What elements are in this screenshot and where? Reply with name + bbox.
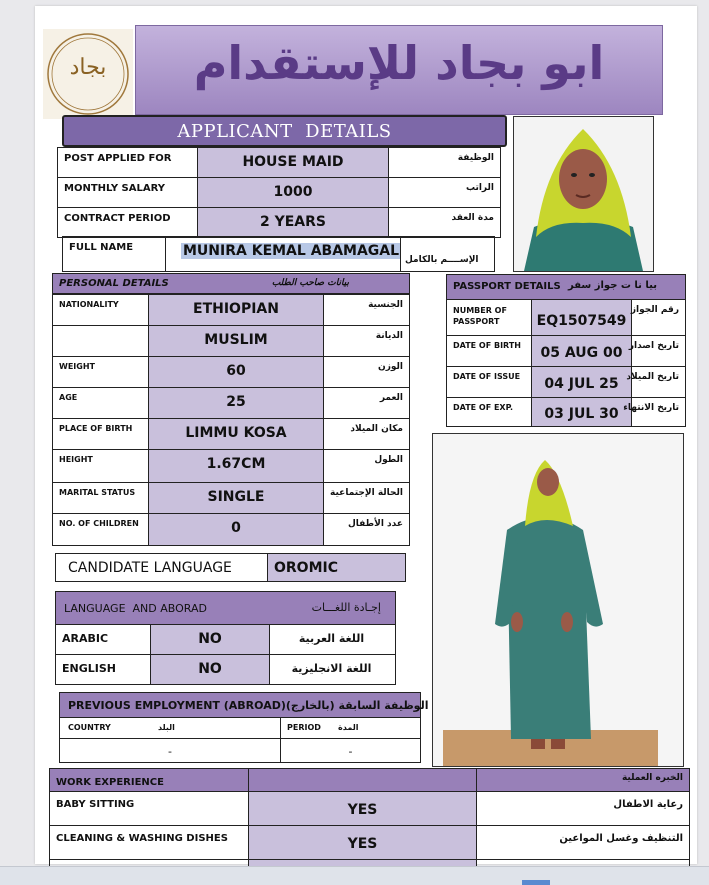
- personal-ar-birthplace: مكان الميلاد: [323, 418, 410, 450]
- previous-country-ar: البلد: [158, 723, 175, 732]
- passport-header-label: PASSPORT DETAILS: [453, 281, 561, 292]
- full-name-label: FULL NAME: [62, 236, 166, 272]
- language-label-arabic: ARABIC: [55, 624, 151, 655]
- job-label-post: POST APPLIED FOR: [57, 147, 198, 178]
- personal-header: [52, 273, 410, 294]
- previous-header: PREVIOUS EMPLOYMENT (ABROAD)(الوظيفة السابقة (بالخارج: [59, 692, 421, 718]
- personal-header-label: PERSONAL DETAILS: [59, 278, 169, 289]
- job-value-post: HOUSE MAID: [197, 147, 389, 178]
- passport-ar-dob: تاريخ اصدار: [631, 335, 686, 367]
- personal-value-weight: 60: [148, 356, 324, 388]
- personal-value-birthplace: LIMMU KOSA: [148, 418, 324, 450]
- personal-ar-age: العمر: [323, 387, 410, 419]
- full-name-ar: الإســــم بالكامل: [400, 236, 495, 272]
- candidate-language-label: CANDIDATE LANGUAGE: [55, 553, 268, 582]
- personal-ar-weight: الوزن: [323, 356, 410, 388]
- bottom-taskbar: [0, 866, 709, 885]
- passport-value-issue: 04 JUL 25: [531, 366, 632, 398]
- job-value-contract: 2 YEARS: [197, 207, 389, 238]
- language-ar-english: اللغة الانجليزية: [269, 654, 396, 685]
- personal-label-weight: WEIGHT: [52, 356, 149, 388]
- language-header-ar: إجـادة اللغـــات: [311, 601, 381, 614]
- language-value-arabic: NO: [150, 624, 270, 655]
- previous-period-value: -: [280, 738, 421, 763]
- work-ar-cleaning: التنظيف وغسل المواعين: [476, 825, 690, 860]
- personal-label-religion: [52, 325, 149, 357]
- previous-period-ar: المدة: [338, 723, 359, 732]
- personal-ar-religion: الديانة: [323, 325, 410, 357]
- work-label-cleaning: CLEANING & WASHING DISHES: [49, 825, 249, 860]
- language-header: [55, 591, 396, 625]
- passport-value-expiry: 03 JUL 30: [531, 397, 632, 427]
- personal-value-marital: SINGLE: [148, 482, 324, 514]
- passport-header: [446, 274, 686, 300]
- work-label-babysitting: BABY SITTING: [49, 791, 249, 826]
- personal-value-children: 0: [148, 513, 324, 546]
- passport-label-dob: DATE OF BIRTH: [446, 335, 532, 367]
- personal-ar-height: الطول: [323, 449, 410, 483]
- personal-ar-nationality: الجنسية: [323, 294, 410, 326]
- job-value-salary: 1000: [197, 177, 389, 208]
- job-ar-post: الوظيفة: [388, 147, 501, 178]
- job-ar-contract: مدة العقد: [388, 207, 501, 238]
- candidate-language-value: OROMIC: [267, 553, 406, 582]
- passport-ar-expiry: تاريخ الانتهاء: [631, 397, 686, 427]
- job-label-salary: MONTHLY SALARY: [57, 177, 198, 208]
- full-name-cell: [165, 236, 401, 272]
- personal-label-marital: MARITAL STATUS: [52, 482, 149, 514]
- previous-country-label: COUNTRY: [68, 723, 111, 732]
- job-ar-salary: الراتب: [388, 177, 501, 208]
- previous-period-header: [280, 717, 421, 739]
- personal-value-height: 1.67CM: [148, 449, 324, 483]
- passport-label-number: [446, 299, 532, 336]
- applicant-portrait-photo: [513, 116, 654, 272]
- previous-country-header: [59, 717, 281, 739]
- personal-label-age: AGE: [52, 387, 149, 419]
- passport-ar-issue: تاريخ الميلاد: [631, 366, 686, 398]
- passport-label-number-text: NUMBER OF PASSPORT: [453, 306, 507, 326]
- personal-value-age: 25: [148, 387, 324, 419]
- personal-value-religion: MUSLIM: [148, 325, 324, 357]
- language-label-english: ENGLISH: [55, 654, 151, 685]
- job-label-contract: CONTRACT PERIOD: [57, 207, 198, 238]
- logo-lettering: بجاد: [69, 55, 107, 80]
- language-header-label: LANGUAGE AND ABORAD: [64, 602, 207, 615]
- passport-label-expiry: DATE OF EXP.: [446, 397, 532, 427]
- passport-value-dob: 05 AUG 00: [531, 335, 632, 367]
- passport-ar-number: رقم الجواز: [631, 299, 686, 336]
- page-title: ابو بجاد للإستقدام: [193, 36, 605, 90]
- previous-country-value: -: [59, 738, 281, 763]
- personal-label-birthplace: PLACE OF BIRTH: [52, 418, 149, 450]
- work-header-label: WORK EXPERIENCE: [49, 768, 249, 792]
- personal-label-height: HEIGHT: [52, 449, 149, 483]
- passport-value-number: EQ1507549: [531, 299, 632, 336]
- work-header-ar: الخبره العملية: [476, 768, 690, 792]
- personal-value-nationality: ETHIOPIAN: [148, 294, 324, 326]
- personal-header-ar: بيانات صاحب الطلب: [271, 278, 349, 288]
- personal-label-children: NO. OF CHILDREN: [52, 513, 149, 546]
- taskbar-button[interactable]: [522, 880, 550, 885]
- applicant-fullbody-photo: [432, 433, 684, 767]
- work-value-cleaning: YES: [248, 825, 477, 860]
- document-page: [35, 6, 697, 864]
- passport-header-ar: بيا نا ت جواز سفر: [568, 280, 657, 291]
- language-ar-arabic: اللغة العربية: [269, 624, 396, 655]
- full-name-value: MUNIRA KEMAL ABAMAGAL: [183, 243, 400, 259]
- personal-ar-children: عدد الأطفال: [323, 513, 410, 546]
- passport-label-issue: DATE OF ISSUE: [446, 366, 532, 398]
- work-header-mid: [248, 768, 477, 792]
- company-logo: [43, 29, 133, 119]
- personal-ar-marital: الحالة الإجتماعية: [323, 482, 410, 514]
- work-ar-babysitting: رعاية الاطفال: [476, 791, 690, 826]
- previous-period-label: PERIOD: [287, 723, 321, 732]
- applicant-banner-label: APPLICANT DETAILS: [177, 121, 392, 142]
- work-value-babysitting: YES: [248, 791, 477, 826]
- personal-label-nationality: NATIONALITY: [52, 294, 149, 326]
- language-value-english: NO: [150, 654, 270, 685]
